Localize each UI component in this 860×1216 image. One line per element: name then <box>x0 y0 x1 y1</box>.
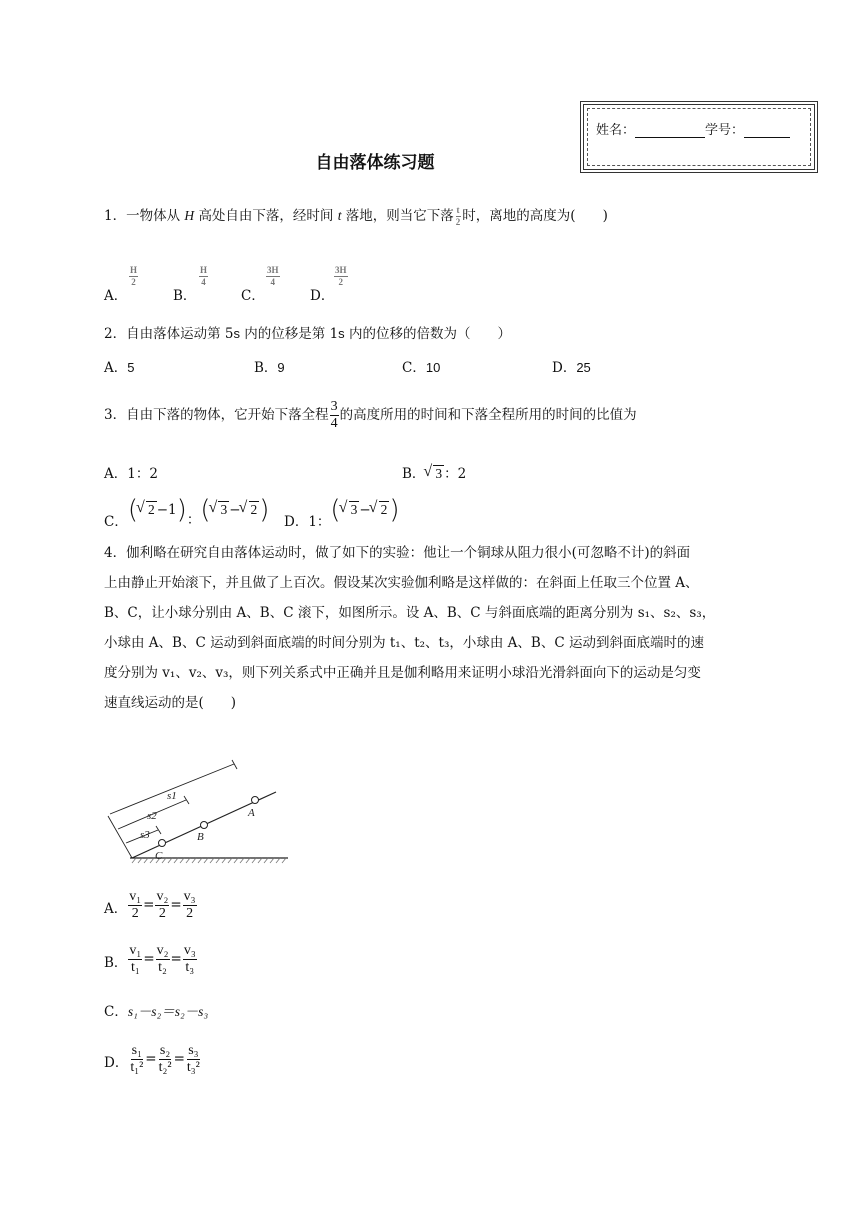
q1-fraction: $\frac{t}{2}$ <box>455 205 461 227</box>
q3-option-d[interactable]: D．1：(√ 3 −√ 2) <box>284 500 400 520</box>
q2-text-a: 2．自由落体运动第 5 <box>104 326 234 342</box>
dimension-lines <box>108 760 237 858</box>
name-label: 姓名： <box>596 123 636 138</box>
label-a: A <box>248 807 255 819</box>
page-title: 自由落体练习题 <box>315 153 435 173</box>
q2-options <box>104 358 704 378</box>
q2-option-b[interactable]: B．9 <box>254 360 285 376</box>
name-id-line <box>596 119 790 138</box>
q1-var-h: H <box>184 208 195 223</box>
ball-a <box>252 797 259 804</box>
q1-text-d: 时，离地的高度为( ) <box>462 208 608 224</box>
question-3 <box>104 400 637 431</box>
q2-unit-s1: s <box>233 326 240 341</box>
q4-line-6: 速直线运动的是( ) <box>104 695 237 711</box>
q1-text-c: 落地，则当它下落 <box>345 208 454 224</box>
q1-option-a-value: $\frac{H}{2}$ <box>130 265 138 287</box>
q3-text-b: 的高度所用的时间和下落全程所用的时间的比值为 <box>339 407 637 423</box>
q1-option-b-label[interactable]: B． <box>173 288 197 304</box>
q3-text-a: 3．自由下落的物体，它开始下落全程 <box>104 407 329 423</box>
q2-option-c[interactable]: C．10 <box>402 360 441 376</box>
q4-line-5: 度分别为 v₁、v₂、v₃，则下列关系式中正确并且是伽利略用来证明小球沿光滑斜面向下的运动是匀变 <box>104 665 701 681</box>
q1-var-t: t <box>337 208 342 223</box>
q4-option-c[interactable]: C．s₁－s₂＝s₂－s₃ <box>104 1004 209 1020</box>
q3-option-c[interactable]: C．(√ 2 −1)：(√ 3 −√ 2) <box>104 500 269 520</box>
label-s2: s2 <box>147 810 157 822</box>
q2-option-d[interactable]: D．25 <box>552 360 591 376</box>
q1-option-a-label[interactable]: A． <box>104 288 128 304</box>
label-s3: s3 <box>140 829 150 841</box>
q1-text-b: 高处自由下落，经时间 <box>198 208 334 224</box>
q2-unit-s2: s <box>338 326 345 341</box>
q4-option-d[interactable]: D． $\frac{\text{s₁}}{\text{t₁²}}$ = $\frac{\text{s₂}}{\text{t₂²}}$ = $\frac{\text{s₃}}{\text{t₃²}}$ <box>104 1043 200 1075</box>
id-label: 学号： <box>705 123 745 138</box>
question-2 <box>104 324 511 344</box>
q1-option-b-value: $\frac{H}{4}$ <box>200 265 208 287</box>
q4-line-1: 4．伽利略在研究自由落体运动时，做了如下的实验：他让一个铜球从阻力很小(可忽略不计)的斜面 <box>104 545 691 561</box>
q1-text-a: 1．一物体从 <box>104 208 181 224</box>
q1-option-c-label[interactable]: C． <box>241 288 265 304</box>
q4-option-b[interactable]: B． $\frac{\text{v₁}}{\text{t₁}}$ = $\frac{\text{v₂}}{\text{t₂}}$ = $\frac{\text{v₃}}{\text{t₃}}$ <box>104 943 196 975</box>
q2-option-a[interactable]: A．5 <box>104 360 135 376</box>
question-1 <box>104 206 608 227</box>
q3-option-b[interactable]: B．√ 3 ：2 <box>402 464 466 484</box>
q3-fraction: $\frac{3}{4}$ <box>330 399 338 431</box>
name-blank[interactable] <box>635 123 705 138</box>
id-blank[interactable] <box>744 123 790 138</box>
ball-b <box>201 822 208 829</box>
ball-c <box>159 840 166 847</box>
q2-text-b: 内的位移是第 1 <box>239 326 339 342</box>
q2-text-c: 内的位移的倍数为（ ） <box>344 326 511 342</box>
q4-line-4: 小球由 A、B、C 运动到斜面底端的时间分别为 t₁、t₂、t₃，小球由 A、B、C 运动到斜面底端时的速 <box>104 635 704 651</box>
question-4 <box>104 543 715 723</box>
q3-option-a[interactable]: A．1：2 <box>104 466 158 482</box>
label-c: C <box>155 850 163 862</box>
q4-line-2: 上由静止开始滚下，并且做了上百次。假设某次实验伽利略是这样做的：在斜面上任取三个位置 A、 <box>104 575 699 591</box>
q1-option-d-value: $\frac{3H}{2}$ <box>335 265 347 287</box>
q1-option-d-label[interactable]: D． <box>310 288 335 304</box>
label-b: B <box>197 831 204 843</box>
label-s1: s1 <box>167 790 177 802</box>
incline-figure <box>100 756 292 868</box>
q4-option-a[interactable]: A． $\frac{\text{v₁}}{2}$ = $\frac{\text{v₂}}{2}$ = $\frac{\text{v₃}}{2}$ <box>104 889 196 921</box>
q4-line-3: B、C，让小球分别由 A、B、C 滚下，如图所示。设 A、B、C 与斜面底端的距离分别为 s₁、s₂、s₃， <box>104 605 716 621</box>
q1-option-c-value: $\frac{3H}{4}$ <box>267 265 279 287</box>
